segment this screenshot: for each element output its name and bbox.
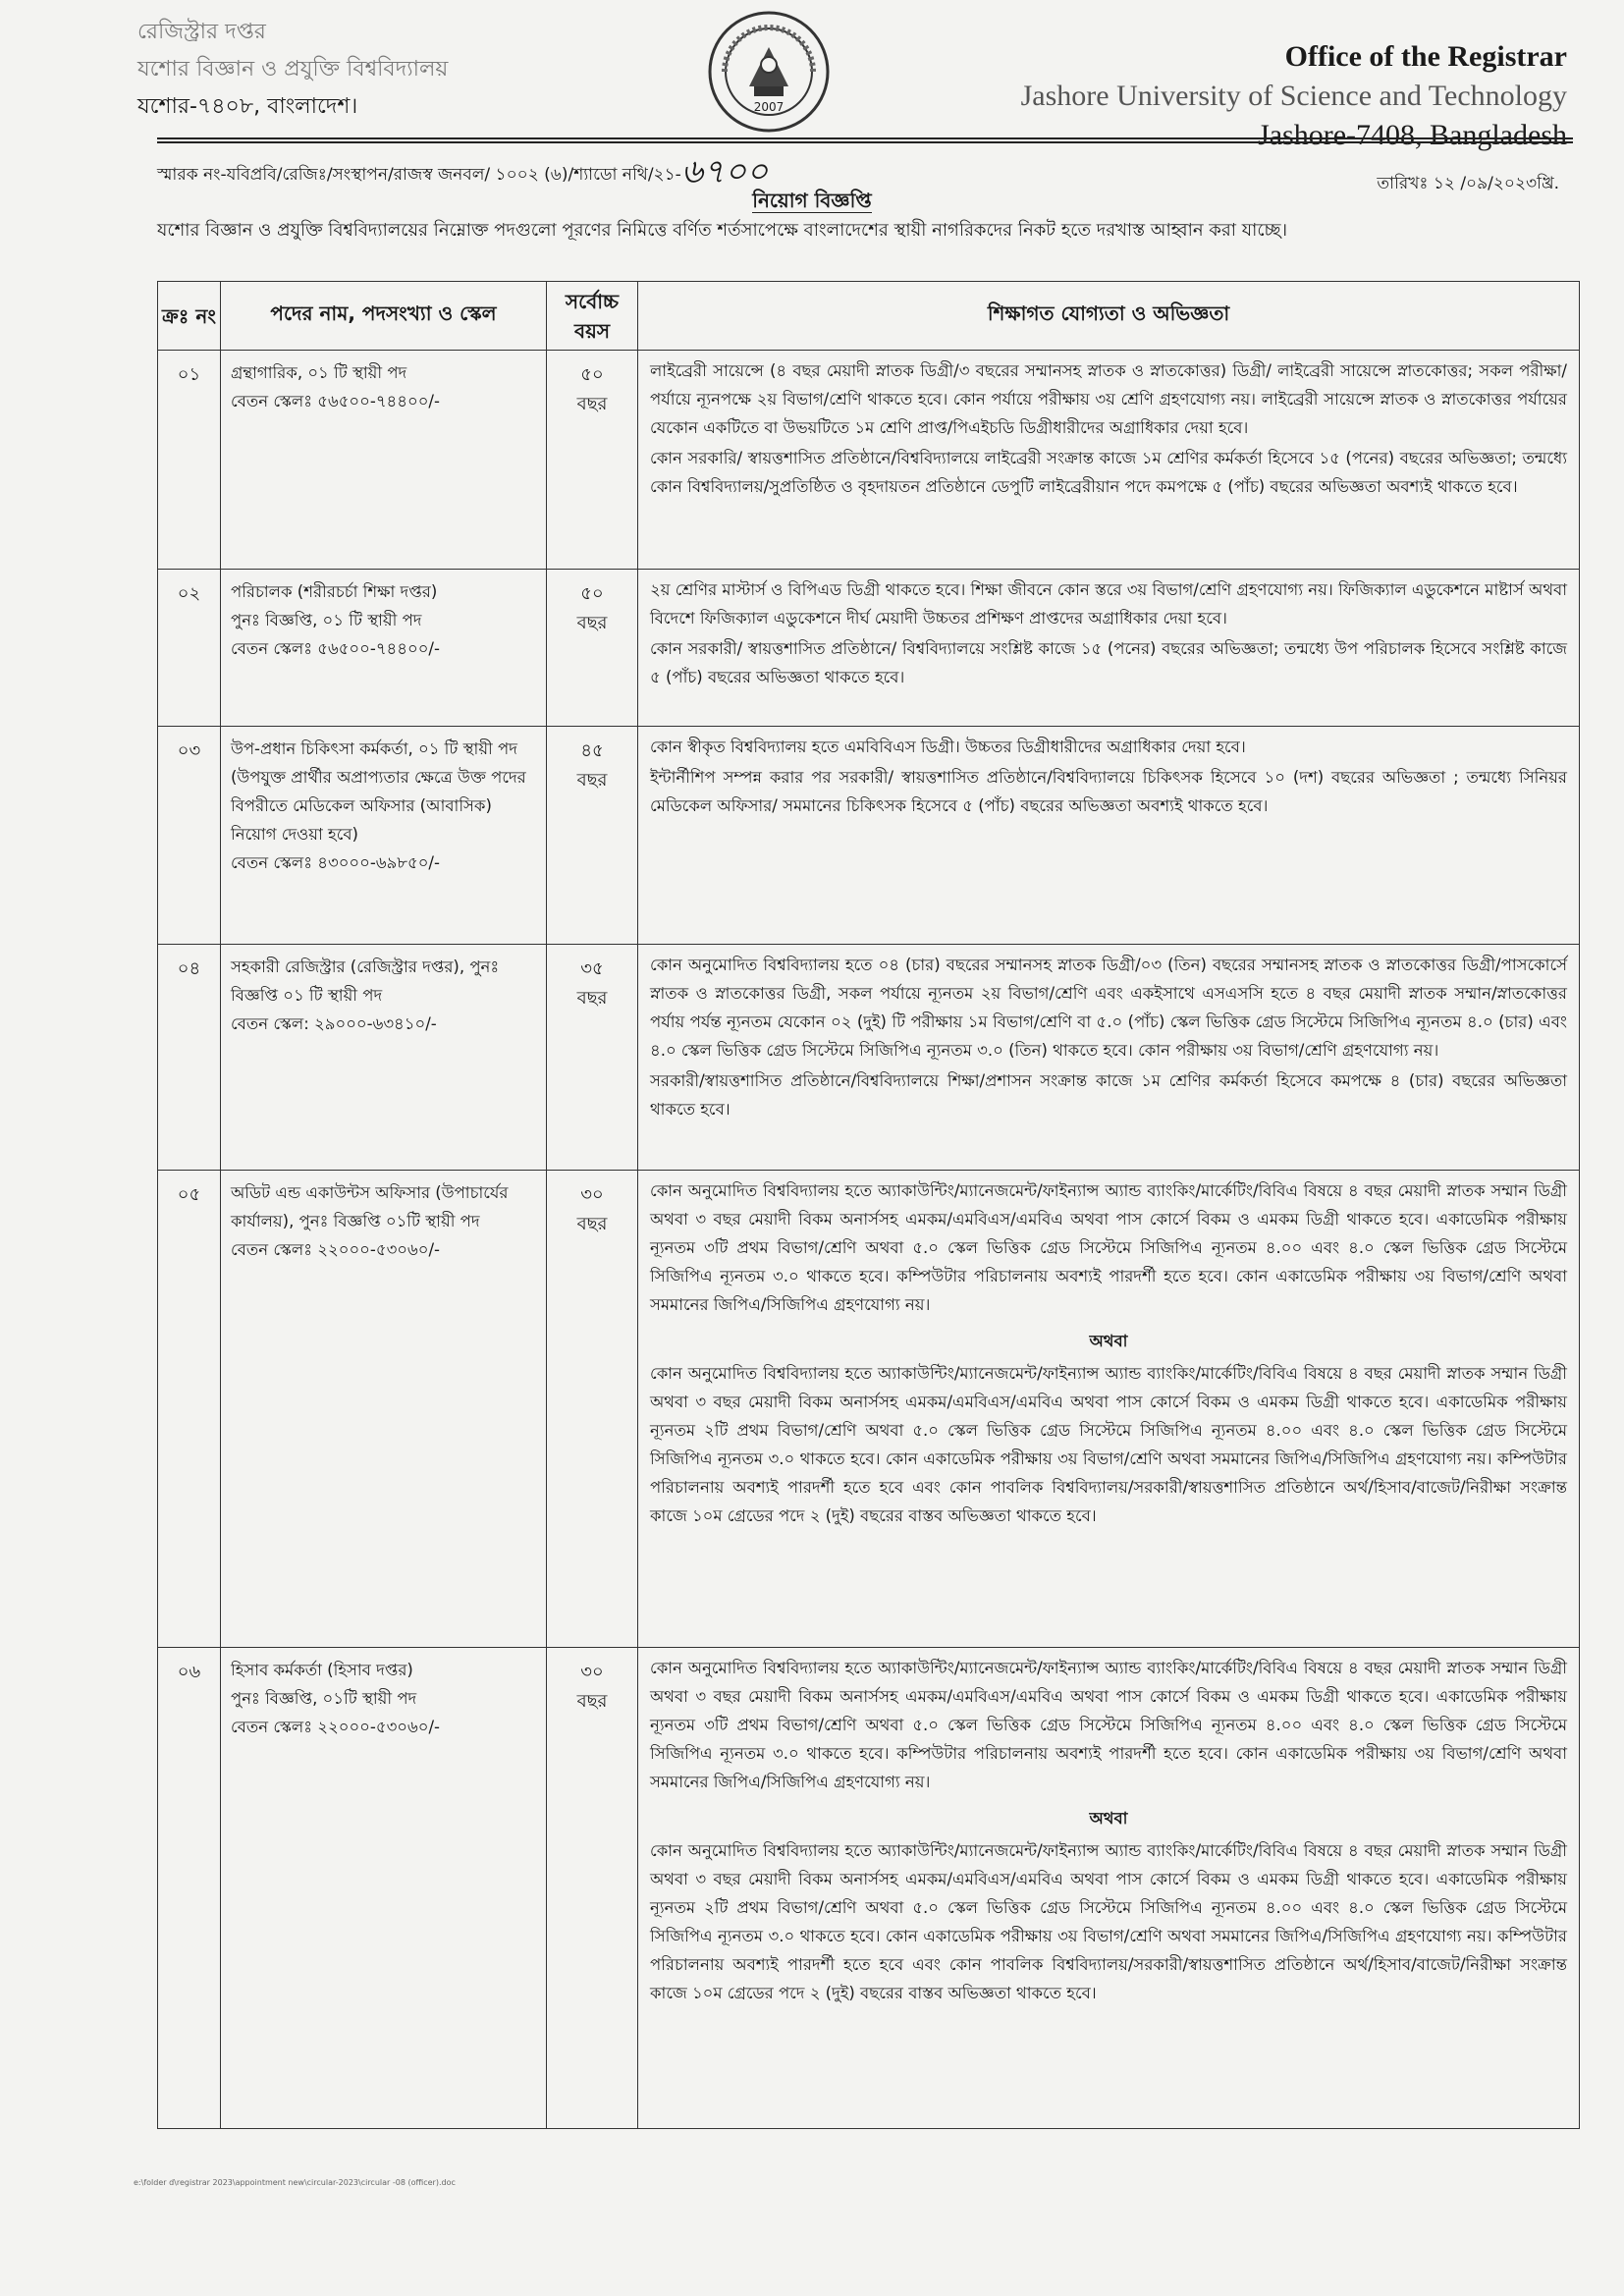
- header-rule-bottom: [157, 141, 1573, 143]
- row-serial: ০২: [158, 570, 221, 727]
- qualification-option-1: কোন অনুমোদিত বিশ্ববিদ্যালয় হতে অ্যাকাউন্টিং/ম্যানেজমেন্ট/ফাইন্যান্স অ্যান্ড ব্যাংকিং/মার্কেটিং/বিবিএ বিষয়ে ৪ বছর মেয়াদী স্নাতক সম্মান ডিগ্রী অথবা ৩ বছর মেয়াদী বিকম অনার্সসহ এমকম/এমবিএস/এমবিএ অথবা পাস কোর্সে বিকম ও এমকম ডিগ্রী থাকতে হবে। একাডেমিক পরীক্ষায় ন্যূনতম ৩টি প্রথম বিভাগ/শ্রেণি অথবা ৫.০ স্কেল ভিত্তিক গ্রেড সিস্টেমে সিজিপিএ ন্যূনতম ৪.০০ এবং ৪.০ স্কেল ভিত্তিক গ্রেড সিস্টেমে সিজিপিএ ন্যূনতম ৩.০ থাকতে হবে। কম্পিউটার পরিচালনায় অবশ্যই পারদর্শী হতে হবে। কোন একাডেমিক পরীক্ষায় ৩য় বিভাগ/শ্রেণি অথবা সমমানের জিপিএ/সিজিপিএ গ্রহণযোগ্য নয়।: [650, 1181, 1567, 1314]
- row-post: [221, 727, 547, 945]
- notice-date: তারিখঃ ১২ /০৯/২০২৩খ্রি.: [1377, 174, 1559, 193]
- row-post: [221, 570, 547, 727]
- row-age: [547, 945, 638, 1171]
- or-separator: অথবা: [1089, 1809, 1128, 1828]
- notice-intro: যশোর বিজ্ঞান ও প্রযুক্তি বিশ্ববিদ্যালয়ের নিম্নোক্ত পদগুলো পূরণের নিমিত্তে বর্ণিত শর্তসাপেক্ষে বাংলাদেশের স্থায়ী নাগরিকদের নিকট হতে দরখাস্ত আহ্বান করা যাচ্ছে।: [157, 220, 1288, 241]
- row-qualification: [638, 727, 1580, 945]
- post-pay-scale: বেতন স্কেলঃ ৪৩০০০-৬৯৮৫০/-: [231, 853, 440, 872]
- row-age: [547, 570, 638, 727]
- age-unit: বছর: [576, 394, 608, 414]
- age-value: ৫০: [580, 364, 604, 385]
- qualification-option-2: কোন অনুমোদিত বিশ্ববিদ্যালয় হতে অ্যাকাউন্টিং/ম্যানেজমেন্ট/ফাইন্যান্স অ্যান্ড ব্যাংকিং/মার্কেটিং/বিবিএ বিষয়ে ৪ বছর মেয়াদী স্নাতক সম্মান ডিগ্রী অথবা ৩ বছর মেয়াদী বিকম অনার্সসহ এমকম/এমবিএস/এমবিএ অথবা পাস কোর্সে বিকম ও এমকম ডিগ্রী থাকতে হবে। একাডেমিক পরীক্ষায় ন্যূনতম ২টি প্রথম বিভাগ/শ্রেণি অথবা ৫.০ স্কেল ভিত্তিক গ্রেড সিস্টেমে সিজিপিএ ন্যূনতম ৪.০০ এবং ৪.০ স্কেল ভিত্তিক গ্রেড সিস্টেমে সিজিপিএ ন্যূনতম ৩.০ থাকতে হবে। কোন একাডেমিক পরীক্ষায় ৩য় বিভাগ/শ্রেণি অথবা সমমানের জিপিএ/সিজিপিএ গ্রহণযোগ্য নয়। কম্পিউটার পরিচালনায় অবশ্যই পারদর্শী হতে হবে এবং কোন পাবলিক বিশ্ববিদ্যালয়/সরকারী/স্বায়ত্তশাসিত প্রতিষ্ঠানে অর্থ/হিসাব/বাজেট/নিরীক্ষা সংক্রান্ত কাজে ১০ম গ্রেডের পদে ২ (দুই) বছরের বাস্তব অভিজ্ঞতা থাকতে হবে।: [650, 1841, 1567, 2002]
- row-serial: ০১: [158, 351, 221, 570]
- memo-ref-text: স্মারক নং-যবিপ্রবি/রেজিঃ/সংস্থাপন/রাজস্ব জনবল/ ১০০২ (৬)/শ্যাডো নথি/২১-: [157, 165, 681, 185]
- row-qualification: [638, 1171, 1580, 1648]
- bn-address-line: যশোর-৭৪০৮, বাংলাদেশ।: [137, 94, 358, 119]
- table-row: [158, 351, 1580, 570]
- age-unit: বছর: [576, 1214, 608, 1234]
- qualification-paragraph: লাইব্রেরী সায়েন্সে (৪ বছর মেয়াদী স্নাতক ডিগ্রী/৩ বছরের সম্মানসহ স্নাতক ও স্নাতকোত্তর) ডিগ্রী/ লাইব্রেরী সায়েন্সে স্নাতকোত্তর; সকল পরীক্ষা/পর্যায়ে ন্যূনপক্ষে ২য় বিভাগ/শ্রেণি থাকতে হবে। কোন পর্যায়ে পরীক্ষায় ৩য় শ্রেণি গ্রহণযোগ্য নয়। লাইব্রেরী সায়েন্সে স্নাতক ও স্নাতকোত্তর পর্যায়ের যেকোন একটিতে বা উভয়টিতে ১ম শ্রেণি প্রাপ্ত/পিএইচডি ডিগ্রীধারীদের অগ্রাধিকার দেয়া হবে।: [650, 361, 1567, 437]
- header-serial: ক্রঃ নং: [158, 282, 221, 351]
- table-row: [158, 1171, 1580, 1648]
- experience-paragraph: ইন্টার্নীশিপ সম্পন্ন করার পর সরকারী/ স্বায়ত্তশাসিত প্রতিষ্ঠানে/বিশ্ববিদ্যালয়ে চিকিৎসক হিসেবে ১০ (দশ) বছরের অভিজ্ঞতা ; তন্মধ্যে সিনিয়র মেডিকেল অফিসার/ সমমানের চিকিৎসক হিসেবে ৫ (পাঁচ) বছরের অভিজ্ঞতা অবশ্যই থাকতে হবে।: [650, 768, 1567, 815]
- qualification-paragraph: ২য় শ্রেণির মাস্টার্স ও বিপিএড ডিগ্রী থাকতে হবে। শিক্ষা জীবনে কোন স্তরে ৩য় বিভাগ/শ্রেণি গ্রহণযোগ্য নয়। ফিজিক্যাল এডুকেশনে মাষ্টার্স অথবা বিদেশে ফিজিক্যাল এডুকেশনে দীর্ঘ মেয়াদী উচ্চতর প্রশিক্ষণ প্রাপ্তদের অগ্রাধিকার দেয়া হবে।: [650, 580, 1567, 628]
- row-post: [221, 351, 547, 570]
- post-pay-scale: বেতন স্কেলঃ ২২০০০-৫৩০৬০/-: [231, 1718, 440, 1736]
- notice-title-text: নিয়োগ বিজ্ঞপ্তি: [752, 189, 872, 212]
- en-university-line: Jashore University of Science and Technology: [1020, 80, 1567, 112]
- age-value: ৪৫: [580, 740, 604, 761]
- age-value: ৫০: [580, 583, 604, 604]
- row-serial: ০৩: [158, 727, 221, 945]
- row-age: [547, 1648, 638, 2129]
- age-value: ৩৫: [580, 958, 604, 979]
- post-title: সহকারী রেজিস্ট্রার (রেজিস্ট্রার দপ্তর), পুনঃ বিজ্ঞপ্তি ০১ টি স্থায়ী পদ: [231, 957, 500, 1005]
- row-serial: ০৪: [158, 945, 221, 1171]
- recruitment-table: [157, 281, 1580, 2129]
- row-serial: ০৫: [158, 1171, 221, 1648]
- row-qualification: [638, 351, 1580, 570]
- age-unit: বছর: [576, 613, 608, 633]
- qualification-paragraph: কোন অনুমোদিত বিশ্ববিদ্যালয় হতে ০৪ (চার) বছরের সম্মানসহ স্নাতক ডিগ্রী/০৩ (তিন) বছরের সম্মানসহ স্নাতক ও স্নাতকোত্তর ডিগ্রী/পাসকোর্সে স্নাতক ও স্নাতকোত্তর ডিগ্রী, সকল পর্যায়ে ন্যূনতম ২য় বিভাগ/শ্রেণি এবং একইসাথে এসএসসি হতে ৪ বছর মেয়াদী স্নাতক সম্মান/স্নাতকোত্তর পর্যায় পর্যন্ত ন্যূনতম যেকোন ০২ (দুই) টি পরীক্ষায় ১ম বিভাগ/শ্রেণি বা ৫.০ (পাঁচ) স্কেল ভিত্তিক গ্রেড সিস্টেমে সিজিপিএ ন্যূনতম ৪.০ (চার) এবং ৪.০ স্কেল ভিত্তিক গ্রেড সিস্টেমে সিজিপিএ ন্যূনতম ৩.০ (তিন) থাকতে হবে। কোন পরীক্ষায় ৩য় বিভাগ/শ্রেণি গ্রহণযোগ্য নয়।: [650, 956, 1567, 1060]
- post-title: হিসাব কর্মকর্তা (হিসাব দপ্তর): [231, 1661, 413, 1679]
- post-pay-scale: বেতন স্কেল: ২৯০০০-৬৩৪১০/-: [231, 1014, 437, 1033]
- table-row: [158, 1648, 1580, 2129]
- post-pay-scale: বেতন স্কেলঃ ৫৬৫০০-৭৪৪০০/-: [231, 392, 440, 410]
- memo-handwritten-number: ৬৭০০: [680, 154, 769, 191]
- post-vacancy: পুনঃ বিজ্ঞপ্তি, ০১টি স্থায়ী পদ: [231, 1689, 417, 1708]
- qualification-paragraph: কোন স্বীকৃত বিশ্ববিদ্যালয় হতে এমবিবিএস ডিগ্রী। উচ্চতর ডিগ্রীধারীদের অগ্রাধিকার দেয়া হবে।: [650, 738, 1246, 756]
- header-qualification: শিক্ষাগত যোগ্যতা ও অভিজ্ঞতা: [638, 282, 1580, 351]
- age-unit: বছর: [576, 988, 608, 1009]
- row-age: [547, 351, 638, 570]
- post-pay-scale: বেতন স্কেলঃ ২২০০০-৫৩০৬০/-: [231, 1240, 440, 1259]
- row-serial: ০৬: [158, 1648, 221, 2129]
- header-age: সর্বোচ্চ বয়স: [547, 282, 638, 351]
- header-post: পদের নাম, পদসংখ্যা ও স্কেল: [221, 282, 547, 351]
- experience-paragraph: কোন সরকারী/ স্বায়ত্তশাসিত প্রতিষ্ঠানে/ বিশ্ববিদ্যালয়ে সংশ্লিষ্ট কাজে ১৫ (পনের) বছরের অভিজ্ঞতা; তন্মধ্যে উপ পরিচালক হিসেবে সংশ্লিষ্ট কাজে ৫ (পাঁচ) বছরের অভিজ্ঞতা থাকতে হবে।: [650, 639, 1567, 686]
- experience-paragraph: সরকারী/স্বায়ত্তশাসিত প্রতিষ্ঠানে/বিশ্ববিদ্যালয়ে শিক্ষা/প্রশাসন সংক্রান্ত কাজে ১ম শ্রেণির কর্মকর্তা হিসেবে কমপক্ষে ৪ (চার) বছরের অভিজ্ঞতা থাকতে হবে।: [650, 1071, 1567, 1119]
- post-pay-scale: বেতন স্কেলঃ ৫৬৫০০-৭৪৪০০/-: [231, 639, 440, 658]
- seal-year: 2007: [753, 100, 785, 114]
- age-value: ৩০: [580, 1662, 604, 1682]
- post-title: অডিট এন্ড একাউন্টস অফিসার (উপাচার্যের কার্যালয়), পুনঃ বিজ্ঞপ্তি ০১টি স্থায়ী পদ: [231, 1183, 509, 1230]
- or-separator: অথবা: [1089, 1332, 1128, 1350]
- post-title: উপ-প্রধান চিকিৎসা কর্মকর্তা, ০১ টি স্থায়ী পদ: [231, 739, 517, 758]
- header-rule-top: [157, 137, 1573, 139]
- age-unit: বছর: [576, 1691, 608, 1712]
- en-address-line: Jashore-7408, Bangladesh: [1258, 119, 1567, 151]
- university-seal-icon: [705, 8, 833, 136]
- row-age: [547, 727, 638, 945]
- row-post: [221, 945, 547, 1171]
- bangla-letterhead: [137, 14, 599, 126]
- bn-office-line: রেজিস্ট্রার দপ্তর: [137, 20, 266, 44]
- row-age: [547, 1171, 638, 1648]
- post-note: (উপযুক্ত প্রার্থীর অপ্রাপ্যতার ক্ষেত্রে উক্ত পদের বিপরীতে মেডিকেল অফিসার (আবাসিক) নিয়োগ দেওয়া হবে): [231, 768, 526, 844]
- bn-university-line: যশোর বিজ্ঞান ও প্রযুক্তি বিশ্ববিদ্যালয়: [137, 57, 449, 82]
- table-row: [158, 727, 1580, 945]
- table-header-row: [158, 282, 1580, 351]
- age-unit: বছর: [576, 770, 608, 791]
- post-title: পরিচালক (শরীরচর্চা শিক্ষা দপ্তর): [231, 582, 438, 601]
- post-title: গ্রন্থাগারিক, ০১ টি স্থায়ী পদ: [231, 363, 407, 382]
- post-vacancy: পুনঃ বিজ্ঞপ্তি, ০১ টি স্থায়ী পদ: [231, 611, 422, 629]
- table-row: [158, 570, 1580, 727]
- row-qualification: [638, 945, 1580, 1171]
- row-qualification: [638, 570, 1580, 727]
- table-row: [158, 945, 1580, 1171]
- document-file-path: e:\folder d\registrar 2023\appointment new\circular-2023\circular -08 (officer).doc: [134, 2178, 456, 2187]
- qualification-option-1: কোন অনুমোদিত বিশ্ববিদ্যালয় হতে অ্যাকাউন্টিং/ম্যানেজমেন্ট/ফাইন্যান্স অ্যান্ড ব্যাংকিং/মার্কেটিং/বিবিএ বিষয়ে ৪ বছর মেয়াদী স্নাতক সম্মান ডিগ্রী অথবা ৩ বছর মেয়াদী বিকম অনার্সসহ এমকম/এমবিএস/এমবিএ অথবা পাস কোর্সে বিকম ও এমকম ডিগ্রী থাকতে হবে। একাডেমিক পরীক্ষায় ন্যূনতম ৩টি প্রথম বিভাগ/শ্রেণি অথবা ৫.০ স্কেল ভিত্তিক গ্রেড সিস্টেমে সিজিপিএ ন্যূনতম ৪.০০ এবং ৪.০ স্কেল ভিত্তিক গ্রেড সিস্টেমে সিজিপিএ ন্যূনতম ৩.০ থাকতে হবে। কম্পিউটার পরিচালনায় অবশ্যই পারদর্শী হতে হবে। কোন একাডেমিক পরীক্ষায় ৩য় বিভাগ/শ্রেণি অথবা সমমানের জিপিএ/সিজিপিএ গ্রহণযোগ্য নয়।: [650, 1659, 1567, 1791]
- qualification-option-2: কোন অনুমোদিত বিশ্ববিদ্যালয় হতে অ্যাকাউন্টিং/ম্যানেজমেন্ট/ফাইন্যান্স অ্যান্ড ব্যাংকিং/মার্কেটিং/বিবিএ বিষয়ে ৪ বছর মেয়াদী স্নাতক সম্মান ডিগ্রী অথবা ৩ বছর মেয়াদী বিকম অনার্সসহ এমকম/এমবিএস/এমবিএ অথবা পাস কোর্সে বিকম ও এমকম ডিগ্রী থাকতে হবে। একাডেমিক পরীক্ষায় ন্যূনতম ২টি প্রথম বিভাগ/শ্রেণি অথবা ৫.০ স্কেল ভিত্তিক গ্রেড সিস্টেমে সিজিপিএ ন্যূনতম ৪.০০ এবং ৪.০ স্কেল ভিত্তিক গ্রেড সিস্টেমে সিজিপিএ ন্যূনতম ৩.০ থাকতে হবে। কোন একাডেমিক পরীক্ষায় ৩য় বিভাগ/শ্রেণি অথবা সমমানের জিপিএ/সিজিপিএ গ্রহণযোগ্য নয়। কম্পিউটার পরিচালনায় অবশ্যই পারদর্শী হতে হবে এবং কোন পাবলিক বিশ্ববিদ্যালয়/সরকারী/স্বায়ত্তশাসিত প্রতিষ্ঠানে অর্থ/হিসাব/বাজেট/নিরীক্ষা সংক্রান্ত কাজে ১০ম গ্রেডের পদে ২ (দুই) বছরের বাস্তব অভিজ্ঞতা থাকতে হবে।: [650, 1364, 1567, 1525]
- en-office-line: Office of the Registrar: [1284, 40, 1567, 73]
- experience-paragraph: কোন সরকারি/ স্বায়ত্তশাসিত প্রতিষ্ঠানে/বিশ্ববিদ্যালয়ে লাইব্রেরী সংক্রান্ত কাজে ১ম শ্রেণির কর্মকর্তা হিসেবে ১৫ (পনের) বছরের অভিজ্ঞতা; তন্মধ্যে কোন বিশ্ববিদ্যালয়/সুপ্রতিষ্ঠিত ও বৃহদায়তন প্রতিষ্ঠানে ডেপুটি লাইব্রেরীয়ান পদে কমপক্ষে ৫ (পাঁচ) বছরের অভিজ্ঞতা অবশ্যই থাকতে হবে।: [650, 449, 1567, 496]
- row-post: [221, 1171, 547, 1648]
- age-value: ৩০: [580, 1184, 604, 1205]
- row-post: [221, 1648, 547, 2129]
- row-qualification: [638, 1648, 1580, 2129]
